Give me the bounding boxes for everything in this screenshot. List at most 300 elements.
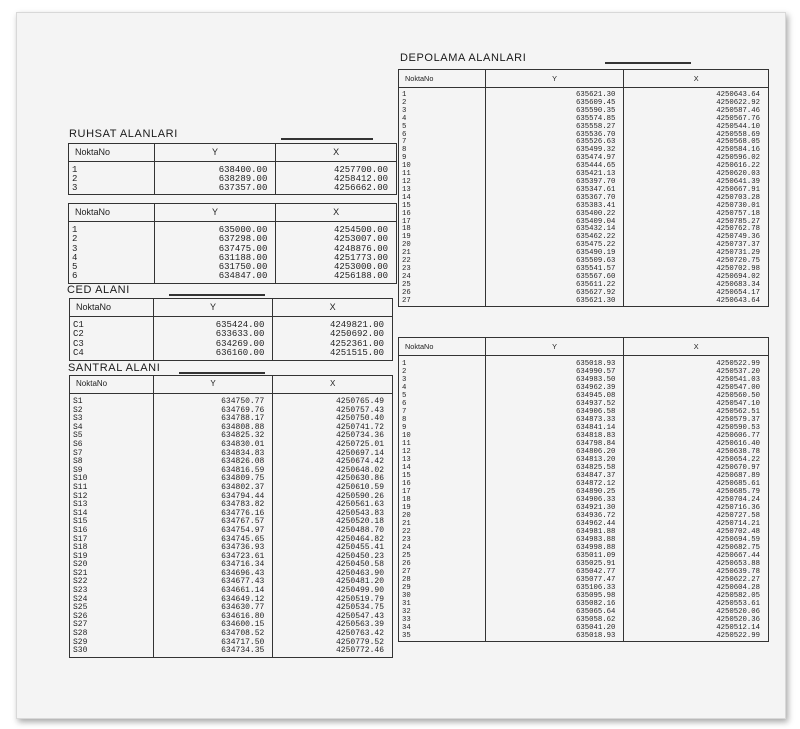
col-header-x: X [624,70,769,88]
x-coordinate-cell: 4250584.16 [624,147,769,155]
x-coordinate-cell: 4250547.43 [273,613,393,622]
x-coordinate-cell: 4250541.03 [624,376,769,384]
point-no-cell: 9 [399,155,486,163]
ruhsat-table-1 [68,143,397,195]
table-row [399,392,769,400]
x-coordinate-cell: 4256188.00 [276,272,397,283]
col-header-y: Y [153,299,273,317]
point-no-cell: 15 [399,472,486,480]
table-row [399,528,769,536]
table-row [399,592,769,600]
y-coordinate-cell: 634723.61 [153,553,273,562]
table-row [399,584,769,592]
y-coordinate-cell: 635609.45 [485,100,624,108]
point-no-cell: 9 [399,424,486,432]
point-no-cell: 8 [399,147,486,155]
point-no-cell: 26 [399,290,486,298]
y-coordinate-cell: 635409.04 [485,219,624,227]
col-header-x: X [276,204,397,222]
x-coordinate-cell: 4250731.29 [624,250,769,258]
x-coordinate-cell: 4250522.99 [624,632,769,642]
table-row [399,376,769,384]
table-row [399,624,769,632]
point-no-cell: 11 [399,440,486,448]
x-coordinate-cell: 4250765.49 [273,394,393,407]
point-no-cell: S13 [70,501,154,510]
y-coordinate-cell: 634794.44 [153,493,273,502]
y-coordinate-cell: 635474.97 [485,155,624,163]
x-coordinate-cell: 4250590.53 [624,424,769,432]
point-no-cell: 14 [399,464,486,472]
x-coordinate-cell: 4250464.82 [273,536,393,545]
x-coordinate-cell: 4250694.59 [624,536,769,544]
point-no-cell: 6 [69,272,155,283]
x-coordinate-cell: 4251515.00 [273,349,393,360]
point-no-cell: S16 [70,527,154,536]
point-no-cell: 25 [399,282,486,290]
y-coordinate-cell: 637357.00 [154,184,276,195]
y-coordinate-cell: 634716.34 [153,561,273,570]
col-header-no: NoktaNo [70,376,154,394]
y-coordinate-cell: 638289.00 [154,175,276,184]
table-row [399,496,769,504]
y-coordinate-cell: 635490.19 [485,250,624,258]
point-no-cell: S8 [70,458,154,467]
y-coordinate-cell: 634783.82 [153,501,273,510]
x-coordinate-cell: 4250567.76 [624,116,769,124]
table-row [399,432,769,440]
y-coordinate-cell: 633633.00 [153,330,273,339]
point-no-cell: S30 [70,647,154,657]
y-coordinate-cell: 634936.72 [485,512,624,520]
y-coordinate-cell: 634962.39 [485,384,624,392]
depolama-table-1 [398,69,769,307]
point-no-cell: 27 [399,298,486,307]
point-no-cell: 3 [69,245,155,254]
point-no-cell: S9 [70,467,154,476]
x-coordinate-cell: 4250737.37 [624,242,769,250]
point-no-cell: S2 [70,407,154,416]
x-coordinate-cell: 4252361.00 [273,340,393,349]
table-row [69,184,397,195]
table-row [399,448,769,456]
x-coordinate-cell: 4250654.22 [624,456,769,464]
x-coordinate-cell: 4250763.42 [273,630,393,639]
table-row [399,504,769,512]
y-coordinate-cell: 635065.64 [485,608,624,616]
table-row [399,488,769,496]
y-coordinate-cell: 635499.32 [485,147,624,155]
table-row [399,298,769,307]
point-no-cell: 1 [69,162,155,176]
x-coordinate-cell: 4258412.00 [276,175,397,184]
y-coordinate-cell: 634808.88 [153,424,273,433]
x-coordinate-cell: 4249821.00 [273,317,393,331]
x-coordinate-cell: 4250703.28 [624,195,769,203]
y-coordinate-cell: 634661.14 [153,587,273,596]
y-coordinate-cell: 635627.92 [485,290,624,298]
ruhsat-underline [281,138,373,140]
point-no-cell: 6 [399,400,486,408]
col-header-x: X [276,144,397,162]
x-coordinate-cell: 4250568.05 [624,139,769,147]
point-no-cell: 26 [399,560,486,568]
santral-title: SANTRAL ALANI [68,362,161,374]
y-coordinate-cell: 634872.12 [485,480,624,488]
x-coordinate-cell: 4254500.00 [276,222,397,236]
point-no-cell: 14 [399,195,486,203]
table-row [399,560,769,568]
x-coordinate-cell: 4250450.23 [273,553,393,562]
point-no-cell: S29 [70,639,154,648]
y-coordinate-cell: 635347.61 [485,187,624,195]
x-coordinate-cell: 4250653.88 [624,560,769,568]
x-coordinate-cell: 4250648.02 [273,467,393,476]
y-coordinate-cell: 635018.93 [485,632,624,642]
y-coordinate-cell: 634798.84 [485,440,624,448]
point-no-cell: 31 [399,600,486,608]
y-coordinate-cell: 635383.41 [485,203,624,211]
table-row [399,576,769,584]
point-no-cell: 34 [399,624,486,632]
y-coordinate-cell: 634802.37 [153,484,273,493]
point-no-cell: 1 [399,356,486,369]
x-coordinate-cell: 4250687.89 [624,472,769,480]
y-coordinate-cell: 635011.09 [485,552,624,560]
point-no-cell: 21 [399,520,486,528]
y-coordinate-cell: 634962.44 [485,520,624,528]
point-no-cell: 20 [399,512,486,520]
x-coordinate-cell: 4250622.92 [624,100,769,108]
y-coordinate-cell: 635106.33 [485,584,624,592]
table-row [399,440,769,448]
point-no-cell: 16 [399,480,486,488]
x-coordinate-cell: 4250562.51 [624,408,769,416]
scanned-page [16,12,786,719]
y-coordinate-cell: 634998.88 [485,544,624,552]
x-coordinate-cell: 4250604.28 [624,584,769,592]
point-no-cell: 1 [399,88,486,100]
x-coordinate-cell: 4250749.36 [624,234,769,242]
x-coordinate-cell: 4250520.18 [273,518,393,527]
point-no-cell: S19 [70,553,154,562]
y-coordinate-cell: 635082.16 [485,600,624,608]
x-coordinate-cell: 4250616.22 [624,163,769,171]
y-coordinate-cell: 634806.20 [485,448,624,456]
y-coordinate-cell: 635558.27 [485,124,624,132]
x-coordinate-cell: 4250694.02 [624,274,769,282]
x-coordinate-cell: 4250499.90 [273,587,393,596]
y-coordinate-cell: 635018.93 [485,356,624,369]
point-no-cell: S15 [70,518,154,527]
col-header-no: NoktaNo [70,299,154,317]
point-no-cell: 21 [399,250,486,258]
col-header-no: NoktaNo [399,338,486,356]
point-no-cell: 7 [399,408,486,416]
y-coordinate-cell: 636160.00 [153,349,273,360]
y-coordinate-cell: 635475.22 [485,242,624,250]
x-coordinate-cell: 4250481.20 [273,578,393,587]
point-no-cell: 1 [69,222,155,236]
point-no-cell: 2 [399,368,486,376]
point-no-cell: 6 [399,132,486,140]
point-no-cell: 19 [399,504,486,512]
x-coordinate-cell: 4250488.70 [273,527,393,536]
y-coordinate-cell: 634734.35 [153,647,273,657]
table-row [399,424,769,432]
y-coordinate-cell: 634717.50 [153,639,273,648]
y-coordinate-cell: 634708.52 [153,630,273,639]
table-row [69,222,397,236]
point-no-cell: S4 [70,424,154,433]
x-coordinate-cell: 4250606.77 [624,432,769,440]
y-coordinate-cell: 634269.00 [153,340,273,349]
y-coordinate-cell: 635611.22 [485,282,624,290]
point-no-cell: 13 [399,187,486,195]
y-coordinate-cell: 635574.85 [485,116,624,124]
y-coordinate-cell: 635444.65 [485,163,624,171]
x-coordinate-cell: 4250757.43 [273,407,393,416]
table-row [399,368,769,376]
y-coordinate-cell: 634754.97 [153,527,273,536]
point-no-cell: 18 [399,496,486,504]
x-coordinate-cell: 4250667.44 [624,552,769,560]
y-coordinate-cell: 635590.35 [485,108,624,116]
point-no-cell: 13 [399,456,486,464]
table-row [399,416,769,424]
y-coordinate-cell: 634983.88 [485,536,624,544]
y-coordinate-cell: 635462.22 [485,234,624,242]
x-coordinate-cell: 4250547.00 [624,384,769,392]
x-coordinate-cell: 4250558.69 [624,132,769,140]
point-no-cell: S7 [70,450,154,459]
y-coordinate-cell: 635432.14 [485,226,624,234]
y-coordinate-cell: 634818.83 [485,432,624,440]
table-row [399,356,769,369]
point-no-cell: S5 [70,432,154,441]
point-no-cell: 15 [399,203,486,211]
y-coordinate-cell: 634616.80 [153,613,273,622]
point-no-cell: 10 [399,432,486,440]
table-row [70,317,393,331]
x-coordinate-cell: 4250534.75 [273,604,393,613]
point-no-cell: S14 [70,510,154,519]
x-coordinate-cell: 4250704.24 [624,496,769,504]
point-no-cell: S17 [70,536,154,545]
table-row [399,552,769,560]
x-coordinate-cell: 4248876.00 [276,245,397,254]
point-no-cell: 10 [399,163,486,171]
point-no-cell: 23 [399,536,486,544]
x-coordinate-cell: 4250683.34 [624,282,769,290]
x-coordinate-cell: 4250520.36 [624,616,769,624]
santral-table [69,375,393,658]
x-coordinate-cell: 4250579.37 [624,416,769,424]
point-no-cell: S20 [70,561,154,570]
x-coordinate-cell: 4250616.40 [624,440,769,448]
x-coordinate-cell: 4250670.97 [624,464,769,472]
y-coordinate-cell: 635621.30 [485,298,624,307]
col-header-y: Y [485,70,624,88]
point-no-cell: 8 [399,416,486,424]
y-coordinate-cell: 634981.88 [485,528,624,536]
x-coordinate-cell: 4250560.50 [624,392,769,400]
table-row [399,616,769,624]
y-coordinate-cell: 635526.63 [485,139,624,147]
y-coordinate-cell: 634983.50 [485,376,624,384]
y-coordinate-cell: 634750.77 [153,394,273,407]
y-coordinate-cell: 635536.70 [485,132,624,140]
y-coordinate-cell: 634847.37 [485,472,624,480]
y-coordinate-cell: 634873.33 [485,416,624,424]
ced-title: CED ALANI [67,284,130,296]
y-coordinate-cell: 634921.30 [485,504,624,512]
santral-underline [179,372,265,374]
point-no-cell: S6 [70,441,154,450]
point-no-cell: C2 [70,330,154,339]
table-row [399,608,769,616]
point-no-cell: 17 [399,219,486,227]
point-no-cell: 35 [399,632,486,642]
col-header-y: Y [154,144,276,162]
point-no-cell: 2 [69,235,155,244]
point-no-cell: 17 [399,488,486,496]
point-no-cell: 3 [399,376,486,384]
x-coordinate-cell: 4250620.03 [624,171,769,179]
point-no-cell: 11 [399,171,486,179]
x-coordinate-cell: 4250685.61 [624,480,769,488]
point-no-cell: 24 [399,544,486,552]
y-coordinate-cell: 635541.57 [485,266,624,274]
table-row [399,600,769,608]
y-coordinate-cell: 634841.14 [485,424,624,432]
table-row [399,632,769,642]
point-no-cell: S23 [70,587,154,596]
x-coordinate-cell: 4250639.78 [624,568,769,576]
y-coordinate-cell: 634830.01 [153,441,273,450]
x-coordinate-cell: 4250674.42 [273,458,393,467]
x-coordinate-cell: 4250512.14 [624,624,769,632]
x-coordinate-cell: 4250537.20 [624,368,769,376]
y-coordinate-cell: 634945.08 [485,392,624,400]
x-coordinate-cell: 4250741.72 [273,424,393,433]
table-row [399,384,769,392]
y-coordinate-cell: 637298.00 [154,235,276,244]
x-coordinate-cell: 4250730.01 [624,203,769,211]
x-coordinate-cell: 4257700.00 [276,162,397,176]
x-coordinate-cell: 4251773.00 [276,254,397,263]
table-row [399,480,769,488]
x-coordinate-cell: 4250547.10 [624,400,769,408]
point-no-cell: 23 [399,266,486,274]
point-no-cell: S26 [70,613,154,622]
x-coordinate-cell: 4250702.48 [624,528,769,536]
x-coordinate-cell: 4250520.06 [624,608,769,616]
y-coordinate-cell: 635042.77 [485,568,624,576]
col-header-x: X [273,376,393,394]
point-no-cell: S11 [70,484,154,493]
ruhsat-title: RUHSAT ALANLARI [69,128,178,140]
y-coordinate-cell: 635077.47 [485,576,624,584]
x-coordinate-cell: 4250727.58 [624,512,769,520]
point-no-cell: S22 [70,578,154,587]
table-row [399,536,769,544]
x-coordinate-cell: 4250654.17 [624,290,769,298]
depolama-underline [605,62,691,64]
ced-table [69,298,393,361]
table-row [399,568,769,576]
y-coordinate-cell: 631750.00 [154,263,276,272]
y-coordinate-cell: 634847.00 [154,272,276,283]
point-no-cell: 33 [399,616,486,624]
point-no-cell: 29 [399,584,486,592]
point-no-cell: S27 [70,621,154,630]
x-coordinate-cell: 4250553.61 [624,600,769,608]
y-coordinate-cell: 634767.57 [153,518,273,527]
ruhsat-table-2 [68,203,397,284]
point-no-cell: 3 [399,108,486,116]
table-row [70,349,393,360]
y-coordinate-cell: 635041.20 [485,624,624,632]
y-coordinate-cell: 635421.13 [485,171,624,179]
table-row [70,394,393,407]
table-row [399,472,769,480]
x-coordinate-cell: 4250522.99 [624,356,769,369]
table-row [399,408,769,416]
x-coordinate-cell: 4250714.21 [624,520,769,528]
point-no-cell: 12 [399,179,486,187]
x-coordinate-cell: 4250463.90 [273,570,393,579]
y-coordinate-cell: 634816.59 [153,467,273,476]
y-coordinate-cell: 635025.91 [485,560,624,568]
table-row [69,272,397,283]
point-no-cell: S28 [70,630,154,639]
col-header-no: NoktaNo [69,144,155,162]
point-no-cell: 2 [69,175,155,184]
x-coordinate-cell: 4250630.86 [273,475,393,484]
y-coordinate-cell: 635000.00 [154,222,276,236]
y-coordinate-cell: 635397.70 [485,179,624,187]
col-header-no: NoktaNo [69,204,155,222]
y-coordinate-cell: 635567.60 [485,274,624,282]
point-no-cell: 2 [399,100,486,108]
col-header-x: X [624,338,769,356]
point-no-cell: S25 [70,604,154,613]
point-no-cell: 5 [399,392,486,400]
ced-underline [169,294,265,296]
x-coordinate-cell: 4250685.79 [624,488,769,496]
y-coordinate-cell: 635058.62 [485,616,624,624]
y-coordinate-cell: 634937.52 [485,400,624,408]
x-coordinate-cell: 4250757.18 [624,211,769,219]
y-coordinate-cell: 634906.33 [485,496,624,504]
point-no-cell: C4 [70,349,154,360]
point-no-cell: 25 [399,552,486,560]
depolama-table-2 [398,337,769,642]
col-header-y: Y [153,376,273,394]
x-coordinate-cell: 4250561.63 [273,501,393,510]
y-coordinate-cell: 634600.15 [153,621,273,630]
x-coordinate-cell: 4250682.75 [624,544,769,552]
y-coordinate-cell: 634649.12 [153,596,273,605]
x-coordinate-cell: 4250455.41 [273,544,393,553]
x-coordinate-cell: 4250587.46 [624,108,769,116]
x-coordinate-cell: 4250638.78 [624,448,769,456]
point-no-cell: 19 [399,234,486,242]
y-coordinate-cell: 635095.98 [485,592,624,600]
table-row [399,400,769,408]
point-no-cell: 5 [399,124,486,132]
